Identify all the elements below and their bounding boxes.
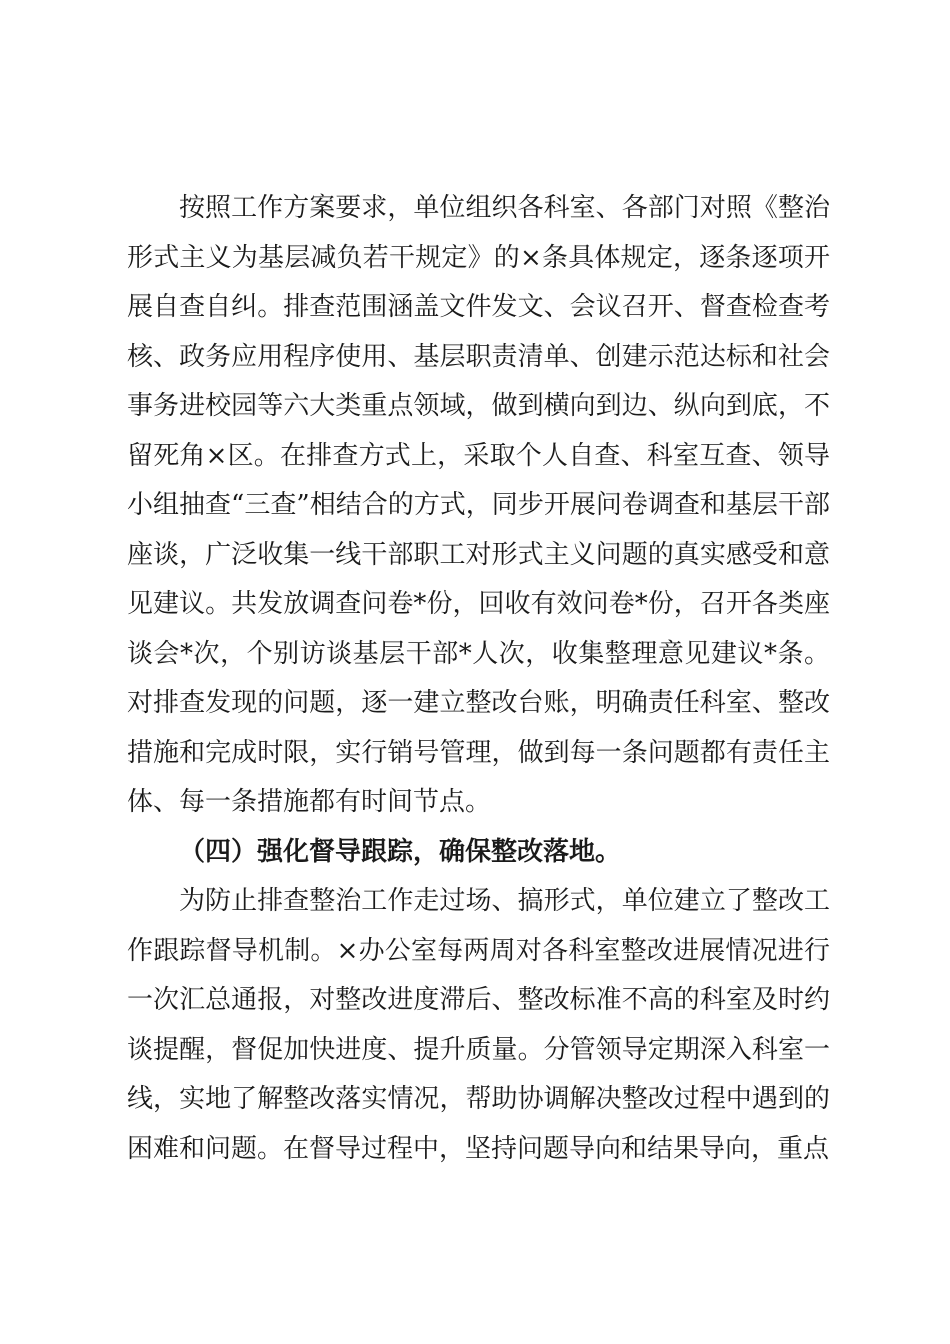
body-paragraph-self-inspection: 按照工作方案要求，单位组织各科室、各部门对照《整治形式主义为基层减负若干规定》的×条具体规定，逐条逐项开展自查自纠。排查范围涵盖文件发文、会议召开、督查检查考核、政务应用程序使用、基层职责清单、创建示范达标和社会事务进校园等六大类重点领域，做到横向到边、纵向到底，不留死角×区。在排查方式上，采取个人自查、科室互查、领导小组抽查“三查”相结合的方式，同步开展问卷调查和基层干部座谈，广泛收集一线干部职工对形式主义问题的真实感受和意见建议。共发放调查问卷*份，回收有效问卷*份，召开各类座谈会*次，个别访谈基层干部*人次，收集整理意见建议*条。对排查发现的问题，逐一建立整改台账，明确责任科室、整改措施和完成时限，实行销号管理，做到每一条问题都有责任主体、每一条措施都有时间节点。: [127, 193, 830, 817]
section-heading-4: （四）强化督导跟踪，确保整改落地。: [179, 836, 622, 867]
document-body: [127, 184, 830, 1174]
body-paragraph-supervision: 为防止排查整治工作走过场、搞形式，单位建立了整改工作跟踪督导机制。×办公室每两周对各科室整改进展情况进行一次汇总通报，对整改进度滞后、整改标准不高的科室及时约谈提醒，督促加快进度、提升质量。分管领导定期深入科室一线，实地了解整改落实情况，帮助协调解决整改过程中遇到的困难和问题。在督导过程中，坚持问题导向和结果导向，重点: [127, 886, 830, 1164]
